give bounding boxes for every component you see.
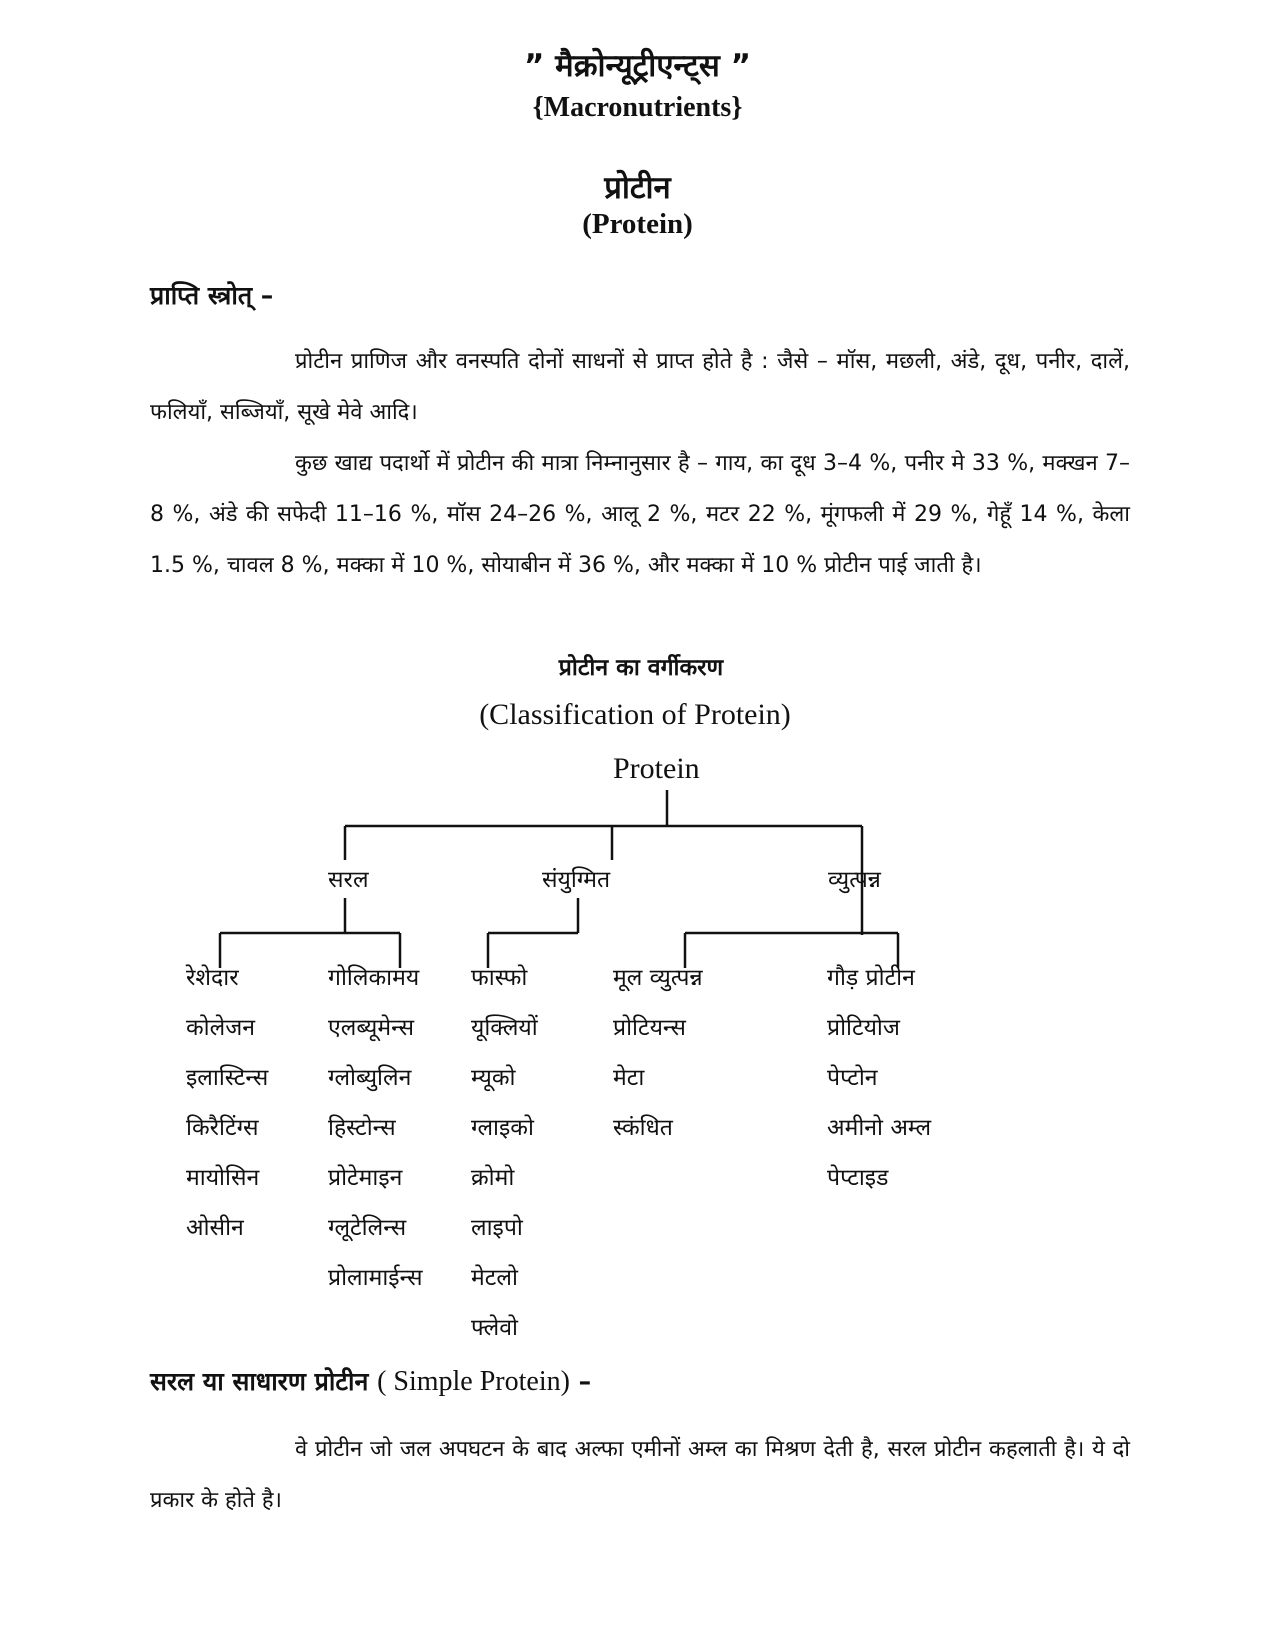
simple-protein-heading-english: ( Simple Protein)	[377, 1366, 570, 1397]
column-conjugated	[471, 953, 538, 1353]
list-item: प्रोटियोज	[827, 1015, 900, 1041]
list-item: किरैटिंग्स	[186, 1115, 259, 1141]
list-item: पेप्टाइड	[827, 1165, 889, 1191]
list-item: ओसीन	[186, 1215, 244, 1241]
classification-title: प्रोटीन का वर्गीकरण	[558, 655, 724, 681]
list-item: गोलिकामय	[328, 965, 420, 991]
simple-protein-body	[150, 1424, 1130, 1526]
column-fibrous	[186, 953, 268, 1253]
list-item: क्रोमो	[471, 1165, 515, 1191]
sources-paragraph-2: कुछ खाद्य पदार्थो में प्रोटीन की मात्रा निम्नानुसार है – गाय, का दूध 3–4 %, पनीर मे 33 %, मक्खन 7–8 %, अंडे की सफेदी 11–16 %, मॉस 24–26 %, आलू 2 %, मटर 22 %, मूंगफली में 29 %, गेहूँ 14 %, केला 1.5 %, चावल 8 %, मक्का में 10 %, सोयाबीन में 36 %, और मक्का में 10 % प्रोटीन पाई जाती है।	[150, 451, 1130, 578]
list-item: प्रोलामाईन्स	[328, 1265, 423, 1291]
simple-protein-heading	[150, 1364, 591, 1398]
list-item: ग्लूटेलिन्स	[328, 1215, 407, 1241]
list-item: मूल व्युत्पन्न	[613, 965, 703, 991]
list-item: अमीनो अम्ल	[827, 1115, 932, 1141]
list-item: फास्फो	[471, 965, 528, 991]
page-title: ” मैक्रोन्यूट्रीएन्ट्स ”	[524, 48, 751, 84]
branch-conjugated: संयुग्मित	[542, 867, 611, 893]
list-item: यूक्लियों	[471, 1015, 538, 1041]
branch-derived: व्युत्पन्न	[828, 867, 881, 893]
list-item: लाइपो	[471, 1215, 523, 1241]
section-title-english: (Protein)	[582, 208, 693, 240]
list-item: हिस्टोन्स	[328, 1115, 396, 1141]
simple-protein-paragraph: वे प्रोटीन जो जल अपघटन के बाद अल्फा एमीनों अम्ल का मिश्रण देती है, सरल प्रोटीन कहलाती है। ये दो प्रकार के होते है।	[150, 1437, 1130, 1513]
list-item: गौड़ प्रोटीन	[827, 965, 915, 991]
list-item: मायोसिन	[186, 1165, 260, 1191]
list-item: कोलेजन	[186, 1015, 256, 1041]
sources-paragraph-1: प्रोटीन प्राणिज और वनस्पति दोनों साधनों से प्राप्त होते है : जैसे – मॉस, मछली, अंडे, दूध, पनीर, दालें, फलियाँ, सब्जियाँ, सूखे मेवे आदि।	[150, 349, 1130, 425]
list-item: रेशेदार	[186, 965, 239, 991]
column-secondary-derived	[827, 953, 931, 1203]
list-item: स्कंधित	[613, 1115, 673, 1141]
classification-title-english: (Classification of Protein)	[479, 698, 791, 731]
list-item: इलास्टिन्स	[186, 1065, 269, 1091]
simple-protein-heading-dash: –	[578, 1367, 592, 1396]
list-item: फ्लेवो	[471, 1315, 518, 1341]
list-item: मेटलो	[471, 1265, 518, 1291]
list-item: म्यूको	[471, 1065, 516, 1091]
list-item: प्रोटियन्स	[613, 1015, 686, 1041]
list-item: पेप्टोन	[827, 1065, 878, 1091]
section-title: प्रोटीन	[604, 170, 671, 206]
list-item: एलब्यूमेन्स	[328, 1015, 415, 1041]
simple-protein-heading-hindi: सरल या साधारण प्रोटीन	[150, 1367, 369, 1396]
page-title-english: {Macronutrients}	[532, 92, 743, 123]
column-globular	[328, 953, 423, 1303]
list-item: मेटा	[613, 1065, 645, 1091]
tree-root-protein: Protein	[613, 752, 700, 785]
sources-heading: प्राप्ति स्त्रोत् –	[150, 281, 274, 310]
column-primary-derived	[613, 953, 703, 1153]
list-item: ग्लोब्युलिन	[328, 1065, 412, 1091]
list-item: प्रोटेमाइन	[328, 1165, 403, 1191]
branch-simple: सरल	[328, 867, 369, 893]
list-item: ग्लाइको	[471, 1115, 534, 1141]
